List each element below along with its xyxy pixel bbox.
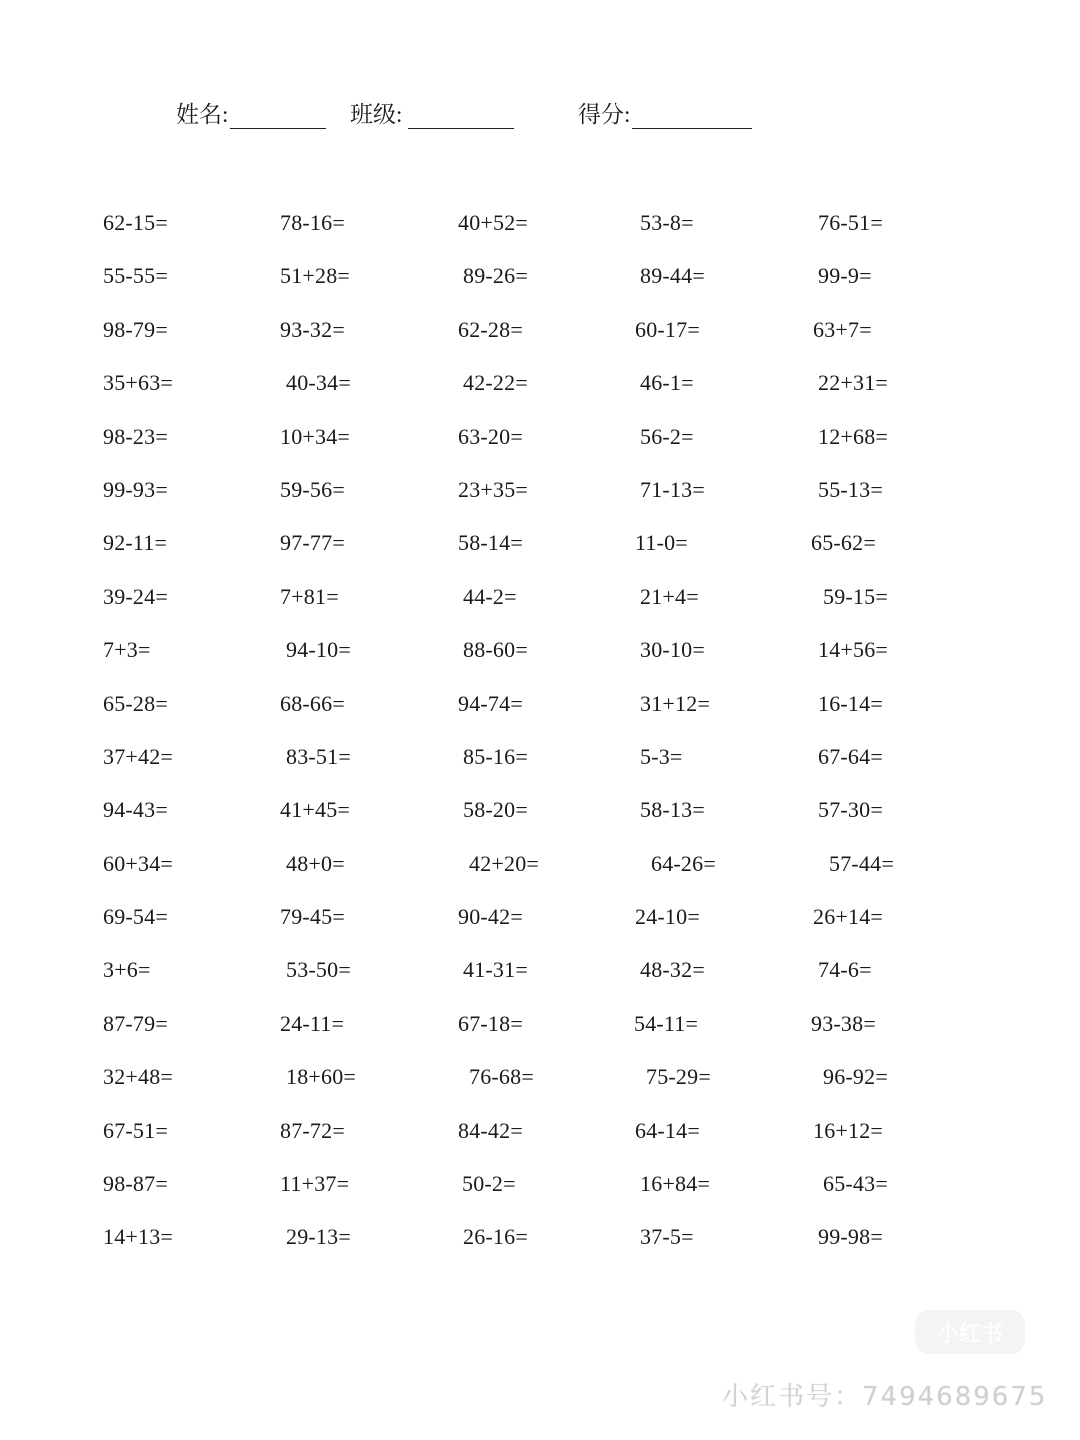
problem-item: 87-79= bbox=[103, 1010, 168, 1036]
problem-item: 98-87= bbox=[103, 1171, 168, 1197]
problem-item: 22+31= bbox=[818, 370, 889, 396]
problem-item: 57-30= bbox=[818, 797, 883, 823]
problem-item: 48-32= bbox=[640, 957, 705, 983]
problem-item: 26-16= bbox=[463, 1224, 528, 1250]
problem-item: 97-77= bbox=[280, 530, 345, 556]
problem-item: 39-24= bbox=[103, 583, 168, 609]
problem-item: 53-50= bbox=[286, 957, 351, 983]
problem-item: 64-26= bbox=[651, 850, 716, 876]
name-label: 姓名: bbox=[176, 102, 229, 127]
problem-item: 99-9= bbox=[818, 263, 872, 289]
problem-item: 87-72= bbox=[280, 1117, 345, 1143]
problem-item: 57-44= bbox=[829, 850, 894, 876]
problem-item: 85-16= bbox=[463, 743, 528, 769]
problem-item: 23+35= bbox=[458, 476, 529, 502]
problem-row bbox=[0, 200, 1080, 253]
problem-row bbox=[0, 1161, 1080, 1214]
problem-item: 90-42= bbox=[458, 904, 523, 930]
problem-row bbox=[0, 574, 1080, 627]
problem-item: 46-1= bbox=[640, 370, 694, 396]
problem-item: 16+84= bbox=[640, 1171, 711, 1197]
problem-item: 16+12= bbox=[813, 1117, 884, 1143]
problem-item: 53-8= bbox=[640, 210, 694, 235]
problem-item: 32+48= bbox=[103, 1064, 174, 1090]
problem-item: 99-93= bbox=[103, 476, 168, 502]
problem-item: 93-32= bbox=[280, 316, 345, 342]
problem-item: 16-14= bbox=[818, 690, 883, 716]
problem-item: 51+28= bbox=[280, 263, 351, 289]
problem-item: 59-56= bbox=[280, 476, 345, 502]
problem-item: 65-28= bbox=[103, 690, 168, 716]
problem-item: 58-13= bbox=[640, 797, 705, 823]
problem-item: 75-29= bbox=[646, 1064, 711, 1090]
problem-item: 5-3= bbox=[640, 743, 683, 769]
problem-item: 65-43= bbox=[823, 1171, 888, 1197]
problem-item: 30-10= bbox=[640, 637, 705, 663]
problem-item: 48+0= bbox=[286, 850, 345, 876]
problem-item: 29-13= bbox=[286, 1224, 351, 1250]
problem-item: 98-79= bbox=[103, 316, 168, 342]
problem-item: 76-51= bbox=[818, 210, 883, 235]
problem-item: 76-68= bbox=[469, 1064, 534, 1090]
name-blank-line[interactable] bbox=[230, 106, 326, 129]
problem-item: 63-20= bbox=[458, 423, 523, 449]
problem-row bbox=[0, 734, 1080, 787]
class-label: 班级: bbox=[350, 102, 403, 127]
problem-item: 11+37= bbox=[280, 1171, 350, 1197]
problem-item: 50-2= bbox=[462, 1171, 516, 1197]
problem-row bbox=[0, 787, 1080, 840]
problem-item: 84-42= bbox=[458, 1117, 523, 1143]
problem-item: 10+34= bbox=[280, 423, 351, 449]
problem-item: 89-26= bbox=[463, 263, 528, 289]
problem-row bbox=[0, 414, 1080, 467]
problem-item: 59-15= bbox=[823, 583, 888, 609]
problem-item: 44-2= bbox=[463, 583, 517, 609]
problem-item: 67-51= bbox=[103, 1117, 168, 1143]
problem-item: 89-44= bbox=[640, 263, 705, 289]
problem-item: 7+81= bbox=[280, 583, 339, 609]
problem-item: 64-14= bbox=[635, 1117, 700, 1143]
problem-item: 58-20= bbox=[463, 797, 528, 823]
problem-item: 88-60= bbox=[463, 637, 528, 663]
worksheet-header bbox=[0, 96, 1080, 146]
class-field[interactable] bbox=[350, 96, 514, 129]
problem-item: 35+63= bbox=[103, 370, 174, 396]
problem-item: 98-23= bbox=[103, 423, 168, 449]
problem-item: 56-2= bbox=[640, 423, 694, 449]
class-blank-line[interactable] bbox=[408, 106, 514, 129]
problem-item: 37+42= bbox=[103, 743, 174, 769]
problem-item: 94-43= bbox=[103, 797, 168, 823]
problem-item: 31+12= bbox=[640, 690, 711, 716]
problem-item: 62-28= bbox=[458, 316, 523, 342]
problem-item: 24-10= bbox=[635, 904, 700, 930]
problem-item: 12+68= bbox=[818, 423, 889, 449]
problem-item: 71-13= bbox=[640, 476, 705, 502]
problem-item: 67-64= bbox=[818, 743, 883, 769]
score-blank-line[interactable] bbox=[632, 106, 752, 129]
problem-row bbox=[0, 627, 1080, 680]
problem-item: 99-98= bbox=[818, 1224, 883, 1250]
problem-item: 37-5= bbox=[640, 1224, 694, 1250]
problem-grid bbox=[0, 200, 1080, 1268]
problem-row bbox=[0, 307, 1080, 360]
watermark-logo: 小红书 bbox=[915, 1310, 1025, 1354]
problem-row bbox=[0, 1054, 1080, 1107]
score-label: 得分: bbox=[578, 102, 631, 127]
problem-item: 63+7= bbox=[813, 316, 872, 342]
watermark-id-text: 小红书号：7494689675 bbox=[722, 1382, 1048, 1412]
problem-item: 74-6= bbox=[818, 957, 872, 983]
problem-item: 42-22= bbox=[463, 370, 528, 396]
problem-item: 14+56= bbox=[818, 637, 889, 663]
problem-item: 62-15= bbox=[103, 210, 168, 235]
problem-item: 92-11= bbox=[103, 530, 168, 556]
problem-row bbox=[0, 947, 1080, 1000]
problem-row bbox=[0, 520, 1080, 573]
problem-item: 60-17= bbox=[635, 316, 700, 342]
problem-item: 54-11= bbox=[634, 1010, 699, 1036]
problem-item: 60+34= bbox=[103, 850, 174, 876]
problem-item: 83-51= bbox=[286, 743, 351, 769]
score-field[interactable] bbox=[578, 96, 752, 129]
problem-item: 94-74= bbox=[458, 690, 523, 716]
problem-item: 65-62= bbox=[811, 530, 876, 556]
problem-row bbox=[0, 360, 1080, 413]
problem-item: 41-31= bbox=[463, 957, 528, 983]
problem-item: 24-11= bbox=[280, 1010, 345, 1036]
problem-item: 96-92= bbox=[823, 1064, 888, 1090]
problem-item: 40+52= bbox=[458, 210, 529, 235]
problem-item: 21+4= bbox=[640, 583, 699, 609]
problem-row bbox=[0, 894, 1080, 947]
problem-item: 94-10= bbox=[286, 637, 351, 663]
problem-item: 11-0= bbox=[635, 530, 688, 556]
problem-item: 14+13= bbox=[103, 1224, 174, 1250]
problem-row bbox=[0, 1001, 1080, 1054]
problem-row bbox=[0, 467, 1080, 520]
problem-item: 3+6= bbox=[103, 957, 151, 983]
problem-row bbox=[0, 841, 1080, 894]
problem-item: 18+60= bbox=[286, 1064, 357, 1090]
problem-row bbox=[0, 253, 1080, 306]
name-field[interactable] bbox=[176, 96, 326, 129]
problem-item: 41+45= bbox=[280, 797, 351, 823]
problem-item: 58-14= bbox=[458, 530, 523, 556]
problem-row bbox=[0, 1108, 1080, 1161]
problem-item: 7+3= bbox=[103, 637, 151, 663]
problem-item: 79-45= bbox=[280, 904, 345, 930]
problem-item: 67-18= bbox=[458, 1010, 523, 1036]
problem-row bbox=[0, 1214, 1080, 1267]
problem-item: 68-66= bbox=[280, 690, 345, 716]
problem-item: 26+14= bbox=[813, 904, 884, 930]
problem-item: 55-13= bbox=[818, 476, 883, 502]
problem-row bbox=[0, 681, 1080, 734]
problem-item: 42+20= bbox=[469, 850, 540, 876]
problem-item: 55-55= bbox=[103, 263, 168, 289]
problem-item: 69-54= bbox=[103, 904, 168, 930]
problem-item: 40-34= bbox=[286, 370, 351, 396]
problem-item: 78-16= bbox=[280, 210, 345, 235]
problem-item: 93-38= bbox=[811, 1010, 876, 1036]
